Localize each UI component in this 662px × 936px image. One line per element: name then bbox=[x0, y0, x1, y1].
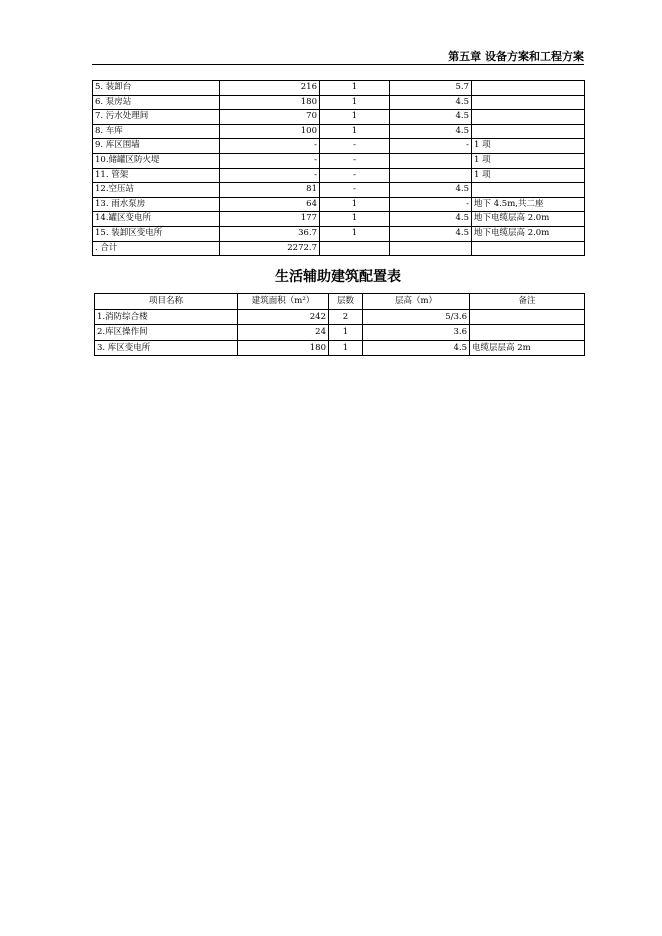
item-name-cell: 8. 车库 bbox=[93, 124, 220, 139]
item-name-cell: 2.库区操作间 bbox=[95, 325, 238, 341]
item-name-cell: 7. 污水处理间 bbox=[93, 110, 220, 125]
area-cell: 64 bbox=[220, 197, 320, 212]
item-name-cell: 6. 泵房站 bbox=[93, 95, 220, 110]
height-cell: 3.6 bbox=[363, 325, 470, 341]
table-row bbox=[95, 340, 585, 356]
remarks-cell bbox=[472, 81, 585, 96]
auxiliary-buildings-table bbox=[94, 293, 585, 356]
table-row bbox=[93, 95, 585, 110]
height-cell: 4.5 bbox=[390, 110, 472, 125]
table-row bbox=[93, 197, 585, 212]
item-name-cell: 15. 装卸区变电所 bbox=[93, 226, 220, 241]
height-cell: 4.5 bbox=[390, 226, 472, 241]
floors-cell: - bbox=[320, 168, 390, 183]
height-cell: - bbox=[390, 139, 472, 154]
area-cell: 81 bbox=[220, 183, 320, 198]
table-row bbox=[93, 226, 585, 241]
height-cell: 5/3.6 bbox=[363, 309, 470, 325]
area-cell: 216 bbox=[220, 81, 320, 96]
floors-cell: - bbox=[320, 153, 390, 168]
table-row bbox=[93, 110, 585, 125]
floors-cell: 1 bbox=[329, 340, 363, 356]
item-name-cell: 9. 库区围墙 bbox=[93, 139, 220, 154]
remarks-cell bbox=[472, 241, 585, 256]
table-row bbox=[93, 212, 585, 227]
remarks-cell bbox=[472, 95, 585, 110]
table-header-row bbox=[95, 294, 585, 310]
height-cell: 4.5 bbox=[390, 183, 472, 198]
height-cell: 4.5 bbox=[390, 95, 472, 110]
table-row bbox=[95, 309, 585, 325]
floors-cell: 1 bbox=[320, 226, 390, 241]
remarks-cell: 1 项 bbox=[472, 139, 585, 154]
area-cell: 177 bbox=[220, 212, 320, 227]
column-header-area: 建筑面积（m²） bbox=[238, 294, 329, 310]
height-cell bbox=[390, 241, 472, 256]
floors-cell: 1 bbox=[320, 81, 390, 96]
table-row bbox=[93, 139, 585, 154]
total-label-cell: . 合计 bbox=[93, 241, 220, 256]
area-cell: 180 bbox=[220, 95, 320, 110]
height-cell: 4.5 bbox=[390, 212, 472, 227]
remarks-cell: 1 项 bbox=[472, 153, 585, 168]
table-row bbox=[93, 124, 585, 139]
height-cell: 4.5 bbox=[390, 124, 472, 139]
floors-cell: 1 bbox=[320, 212, 390, 227]
remarks-cell: 电缆层层高 2m bbox=[470, 340, 585, 356]
remarks-cell bbox=[472, 183, 585, 198]
production-buildings-table bbox=[92, 80, 585, 256]
floors-cell: 1 bbox=[320, 95, 390, 110]
floors-cell bbox=[320, 241, 390, 256]
remarks-cell bbox=[472, 124, 585, 139]
item-name-cell: 10.储罐区防火堤 bbox=[93, 153, 220, 168]
item-name-cell: 11. 管架 bbox=[93, 168, 220, 183]
page-header bbox=[92, 44, 584, 65]
column-header-remarks: 备注 bbox=[470, 294, 585, 310]
remarks-cell: 地下电缆层高 2.0m bbox=[472, 226, 585, 241]
area-cell: - bbox=[220, 168, 320, 183]
remarks-cell: 地下 4.5m,共二座 bbox=[472, 197, 585, 212]
item-name-cell: 13. 雨水泵房 bbox=[93, 197, 220, 212]
total-row bbox=[93, 241, 585, 256]
auxiliary-buildings-title: 生活辅助建筑配置表 bbox=[275, 269, 401, 285]
remarks-cell: 地下电缆层高 2.0m bbox=[472, 212, 585, 227]
total-area-cell: 2272.7 bbox=[220, 241, 320, 256]
chapter-title: 第五章 设备方案和工程方案 bbox=[448, 50, 584, 63]
item-name-cell: 3. 库区变电所 bbox=[95, 340, 238, 356]
floors-cell: - bbox=[320, 183, 390, 198]
height-cell bbox=[390, 153, 472, 168]
remarks-cell bbox=[472, 110, 585, 125]
item-name-cell: 1.消防综合楼 bbox=[95, 309, 238, 325]
table-row bbox=[93, 168, 585, 183]
area-cell: 180 bbox=[238, 340, 329, 356]
column-header-height: 层高（m） bbox=[363, 294, 470, 310]
table-row bbox=[93, 153, 585, 168]
area-cell: - bbox=[220, 139, 320, 154]
height-cell: - bbox=[390, 197, 472, 212]
column-header-floors: 层数 bbox=[329, 294, 363, 310]
area-cell: - bbox=[220, 153, 320, 168]
floors-cell: 1 bbox=[320, 124, 390, 139]
item-name-cell: 5. 装卸台 bbox=[93, 81, 220, 96]
item-name-cell: 14.罐区变电所 bbox=[93, 212, 220, 227]
height-cell: 5.7 bbox=[390, 81, 472, 96]
area-cell: 100 bbox=[220, 124, 320, 139]
table-row bbox=[93, 81, 585, 96]
area-cell: 24 bbox=[238, 325, 329, 341]
table-row bbox=[95, 325, 585, 341]
height-cell bbox=[390, 168, 472, 183]
floors-cell: - bbox=[320, 139, 390, 154]
floors-cell: 1 bbox=[320, 197, 390, 212]
remarks-cell bbox=[470, 309, 585, 325]
remarks-cell: 1 项 bbox=[472, 168, 585, 183]
height-cell: 4.5 bbox=[363, 340, 470, 356]
item-name-cell: 12.空压站 bbox=[93, 183, 220, 198]
floors-cell: 1 bbox=[320, 110, 390, 125]
floors-cell: 1 bbox=[329, 325, 363, 341]
remarks-cell bbox=[470, 325, 585, 341]
column-header-name: 项目名称 bbox=[95, 294, 238, 310]
area-cell: 70 bbox=[220, 110, 320, 125]
area-cell: 242 bbox=[238, 309, 329, 325]
table-row bbox=[93, 183, 585, 198]
area-cell: 36.7 bbox=[220, 226, 320, 241]
floors-cell: 2 bbox=[329, 309, 363, 325]
